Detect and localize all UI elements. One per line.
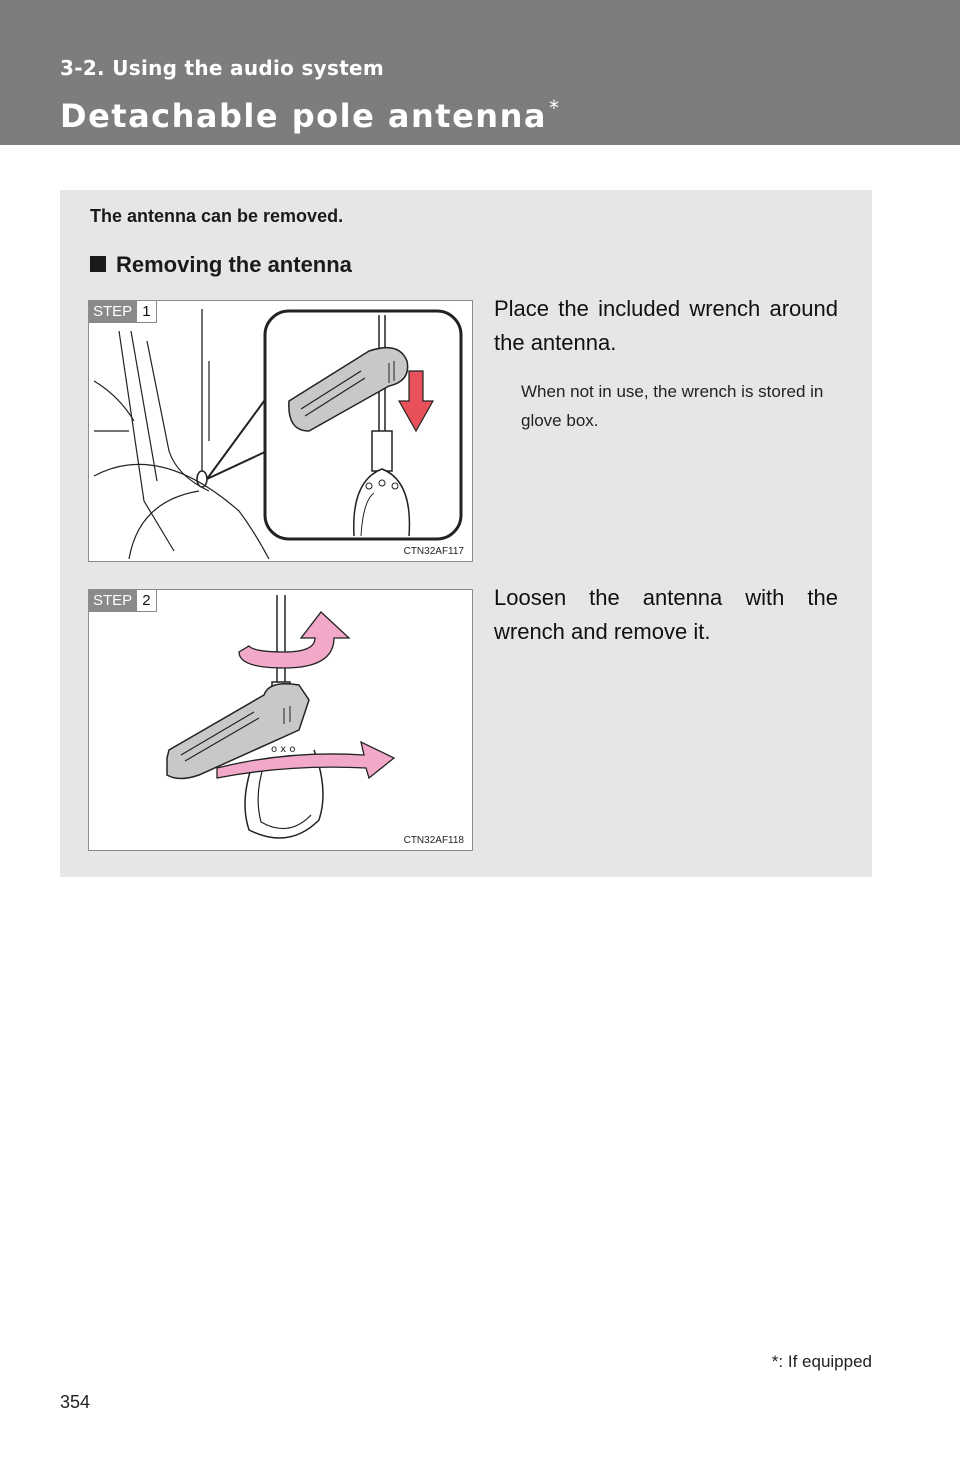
- antenna-wrench-illustration: [89, 301, 472, 561]
- step-1-text: Place the included wrench around the antenna.: [494, 296, 838, 355]
- step-2-text: Loosen the antenna with the wrench and remove it.: [494, 585, 838, 644]
- subheading: [90, 252, 352, 278]
- if-equipped-mark: *: [548, 96, 561, 120]
- step-2-figure: [88, 589, 473, 851]
- step-badge: [89, 590, 157, 612]
- step-1-figure: [88, 300, 473, 562]
- step-1-note: When not in use, the wrench is stored in glove box.: [521, 382, 824, 430]
- step-label: STEP: [89, 301, 136, 323]
- intro-text: The antenna can be removed.: [90, 206, 344, 226]
- section-heading: 3-2. Using the audio system: [60, 56, 385, 80]
- svg-text:o x o: o x o: [271, 744, 296, 755]
- page-number: 354: [60, 1392, 91, 1412]
- footnote: *: If equipped: [771, 1352, 872, 1371]
- subheading-text: Removing the antenna: [116, 252, 352, 277]
- page-title: [60, 96, 560, 135]
- step-number: 1: [136, 301, 156, 323]
- step-badge: [89, 301, 157, 323]
- step-label: STEP: [89, 590, 136, 612]
- square-bullet-icon: [90, 256, 106, 272]
- page-title-text: Detachable pole antenna: [60, 97, 547, 135]
- figure-code: CTN32AF118: [403, 835, 464, 846]
- rotate-arrow-icon: [239, 612, 349, 668]
- wrench-turning-illustration: [89, 590, 472, 850]
- figure-code: CTN32AF117: [403, 546, 464, 557]
- step-number: 2: [136, 590, 156, 612]
- page-header: [0, 0, 960, 145]
